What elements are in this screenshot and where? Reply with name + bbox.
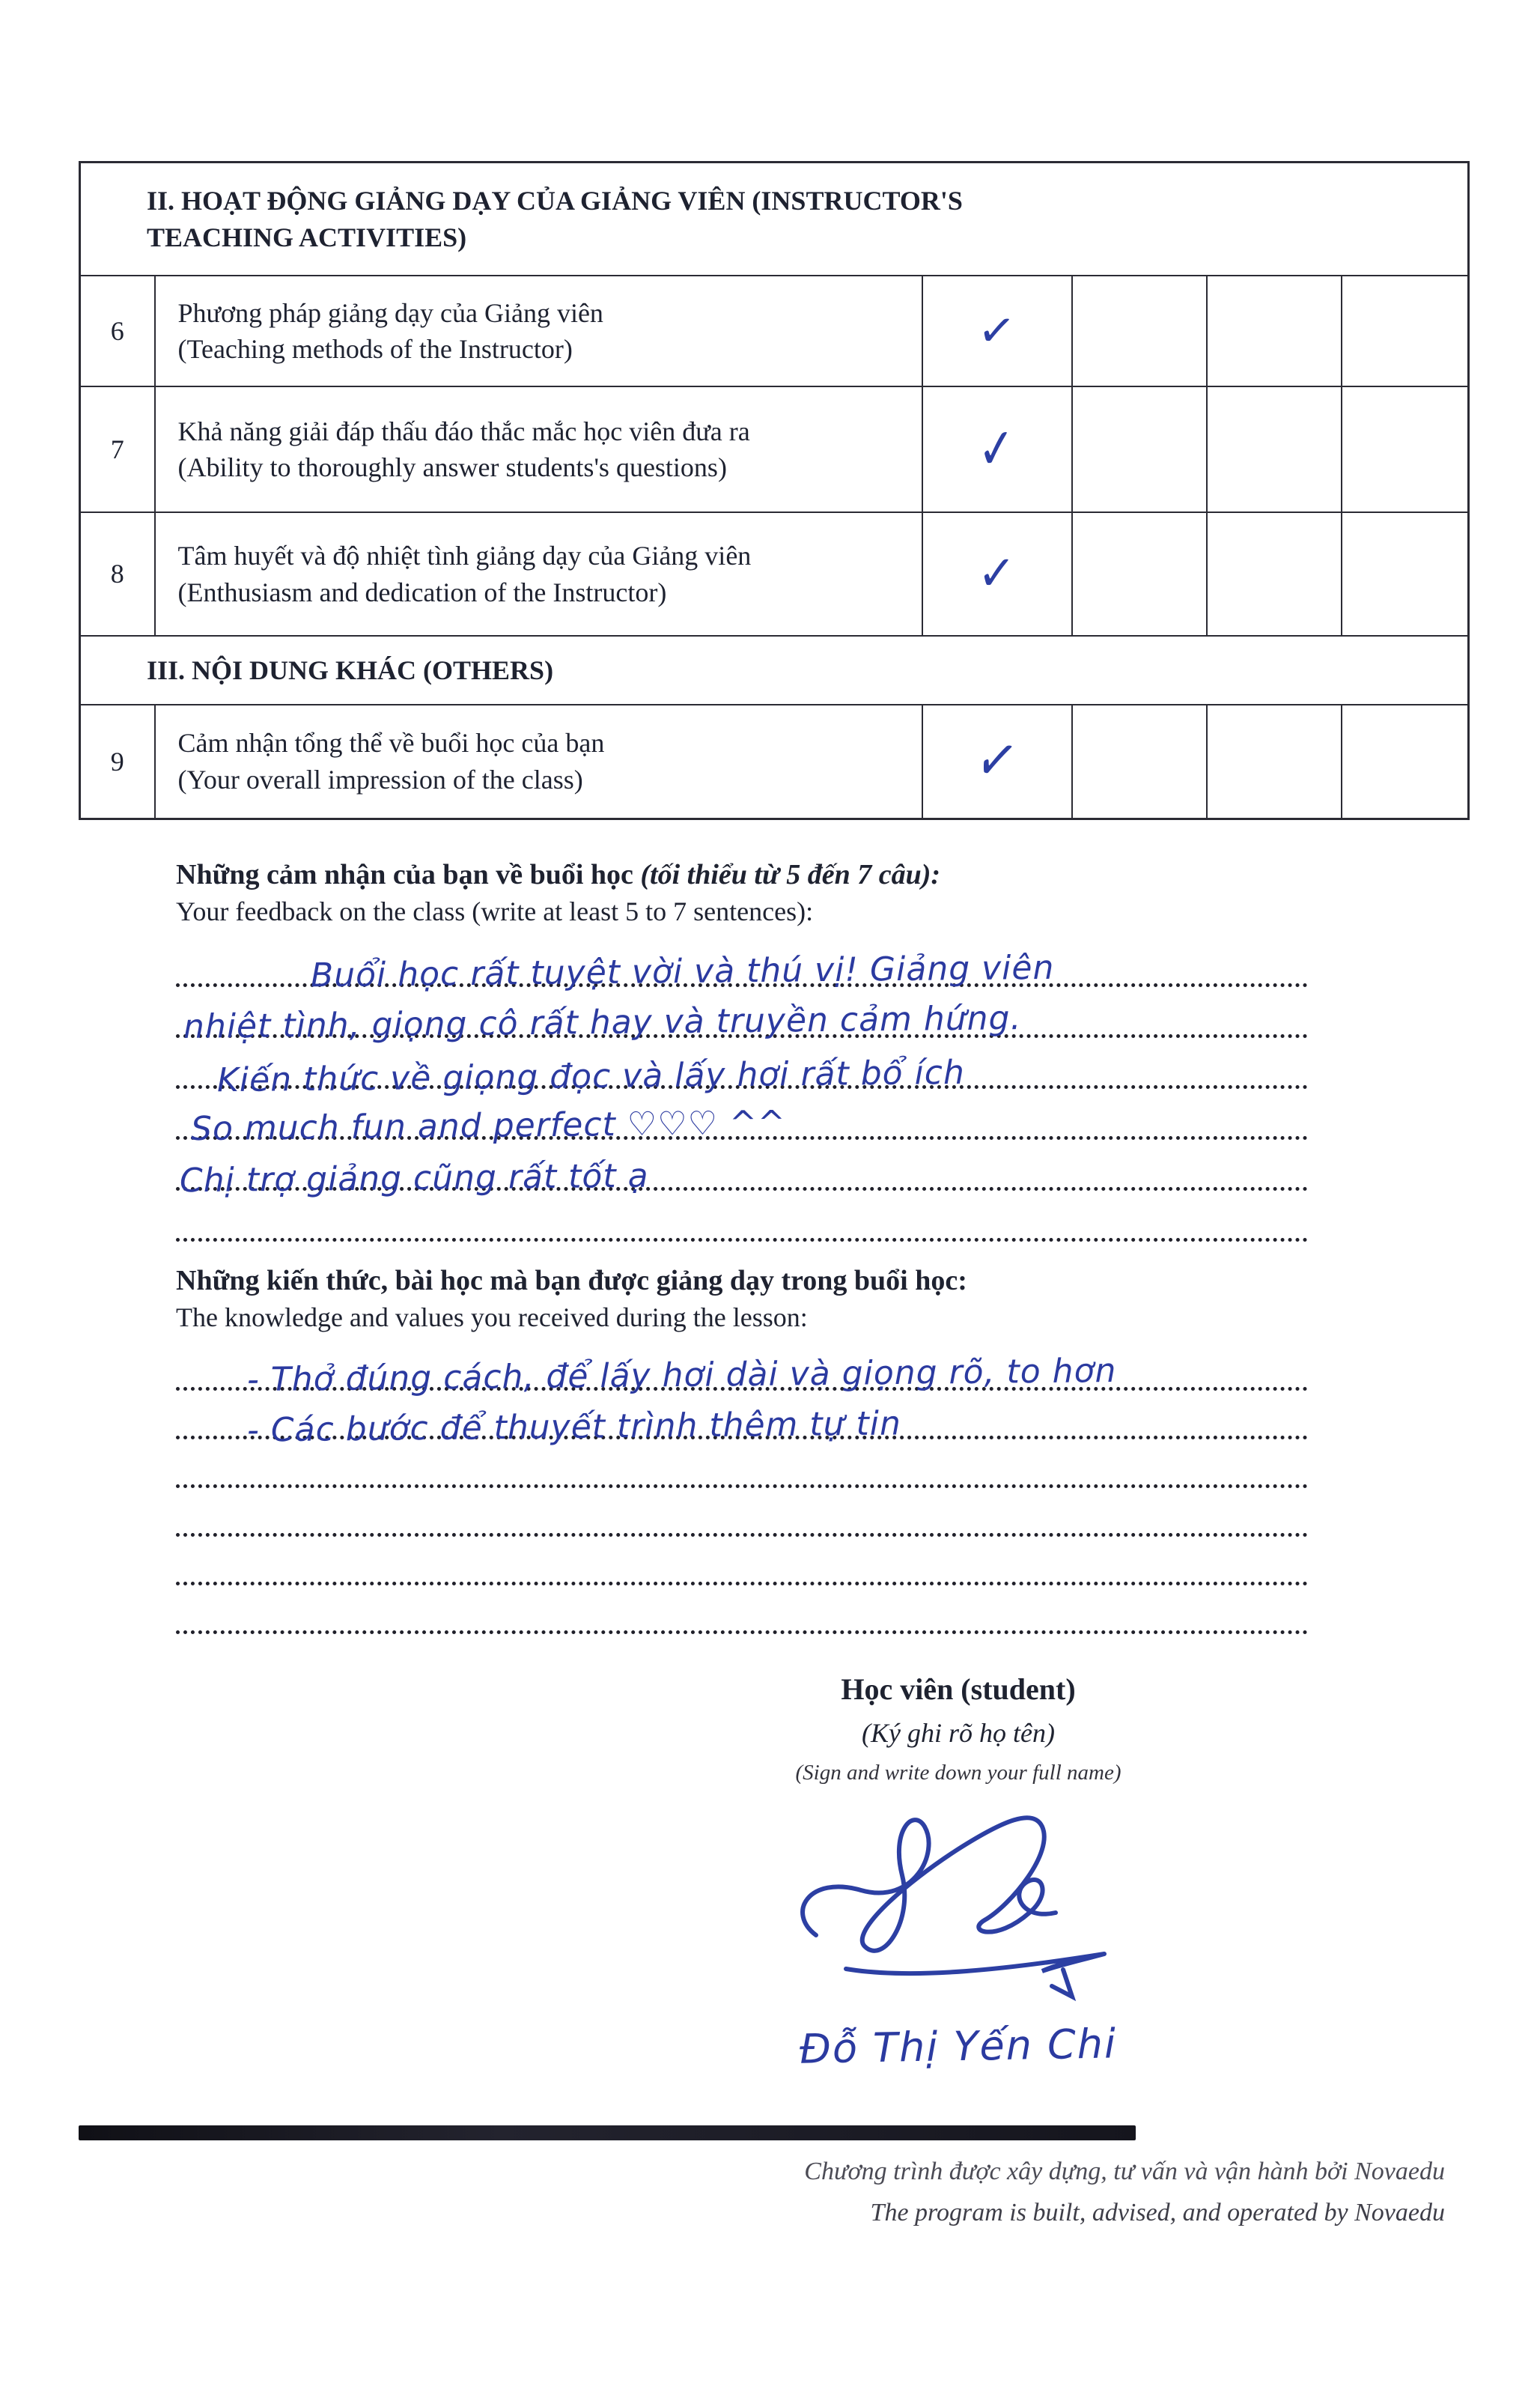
row-description-en: (Ability to thoroughly answer students's questions): [177, 452, 727, 483]
knowledge-lines: [176, 1342, 1308, 1634]
row-description-vi: Cảm nhận tổng thể về buổi học của bạn: [177, 728, 605, 759]
handwritten-text: - Thở đúng cách, để lấy hơi dài và giọng rõ, to hơn: [246, 1351, 1117, 1400]
row-description: [155, 705, 922, 819]
rating-cell-3: [1207, 705, 1342, 819]
dotted-line: [176, 1140, 1308, 1200]
table-row: [80, 512, 1469, 636]
feedback-heading-vi: [176, 858, 1308, 891]
footer-line-en: The program is built, advised, and operated by Novaedu: [870, 2199, 1445, 2227]
dotted-line: [176, 1089, 1308, 1149]
rating-cell-2: [1072, 705, 1207, 819]
rating-cell-3: [1207, 386, 1342, 512]
row-number: 9: [80, 705, 155, 819]
rating-cell-4: [1342, 512, 1469, 636]
handwritten-text: Chị trợ giảng cũng rất tốt ạ: [179, 1156, 649, 1200]
rating-cell-2: [1072, 512, 1207, 636]
feedback-lines: [176, 936, 1308, 1242]
rating-cell-1: [922, 386, 1072, 512]
signature-block: [730, 1672, 1187, 2073]
row-description: [155, 276, 922, 386]
dotted-line: [176, 1342, 1308, 1400]
rating-cell-1: [922, 276, 1072, 386]
dotted-line: [176, 1038, 1308, 1100]
signature-scribble: [764, 1793, 1153, 2018]
dotted-line: [176, 1537, 1308, 1585]
checkmark-icon: ✓: [977, 544, 1017, 604]
knowledge-section: [176, 1264, 1308, 1634]
rating-cell-4: [1342, 386, 1469, 512]
row-description: [155, 386, 922, 512]
table-row: [80, 386, 1469, 512]
section3-title: III. NỘI DUNG KHÁC (OTHERS): [80, 636, 1469, 705]
row-number: 7: [80, 386, 155, 512]
rating-cell-1: [922, 512, 1072, 636]
feedback-heading-vi-text: Những cảm nhận của bạn về buổi học: [176, 859, 641, 890]
handwritten-text: Kiến thức về giọng đọc và lấy hơi rất bổ ích: [216, 1053, 966, 1100]
table-row: [80, 705, 1469, 819]
footer-divider-bar: [79, 2125, 1136, 2140]
row-description-vi: Khả năng giải đáp thấu đáo thắc mắc học viên đưa ra: [177, 416, 750, 446]
handwritten-text: So much fun and perfect ♡♡♡ ^^: [190, 1103, 787, 1149]
signature-subtitle-vi: (Ký ghi rõ họ tên): [862, 1718, 1055, 1748]
row-description-vi: Phương pháp giảng dạy của Giảng viên: [177, 297, 603, 328]
handwritten-text: nhiệt tình, giọng cô rất hay và truyền cảm hứng.: [183, 999, 1022, 1046]
row-description-en: (Teaching methods of the Instructor): [177, 334, 573, 365]
footer: [79, 2151, 1445, 2233]
row-description-en: (Enthusiasm and dedication of the Instructor): [177, 577, 667, 607]
evaluation-table: [79, 161, 1470, 820]
footer-line-vi: Chương trình được xây dựng, tư vấn và vận hành bởi Novaedu: [804, 2158, 1445, 2185]
dotted-line: [176, 1488, 1308, 1537]
row-description-vi: Tâm huyết và độ nhiệt tình giảng dạy của Giảng viên: [177, 541, 752, 571]
checkmark-icon: ✓: [975, 303, 1019, 359]
row-number: 8: [80, 512, 155, 636]
feedback-heading-en: Your feedback on the class (write at least 5 to 7 sentences):: [176, 896, 814, 926]
feedback-section: [176, 858, 1308, 1242]
signature-name: Đỗ Thị Yến Chi: [799, 2020, 1118, 2073]
rating-cell-2: [1072, 386, 1207, 512]
rating-cell-1: [922, 705, 1072, 819]
feedback-heading-vi-paren: (tối thiểu từ 5 đến 7 câu):: [640, 859, 941, 890]
dotted-line: [176, 936, 1308, 995]
section2-title: II. HOẠT ĐỘNG GIẢNG DẠY CỦA GIẢNG VIÊN (INSTRUCTOR'S TEACHING ACTIVITIES): [80, 163, 1469, 276]
dotted-line: [176, 1439, 1308, 1488]
row-description-en: (Your overall impression of the class): [177, 764, 583, 795]
row-number: 6: [80, 276, 155, 386]
rating-cell-4: [1342, 276, 1469, 386]
row-description: [155, 512, 922, 636]
checkmark-icon: ✓: [976, 415, 1017, 483]
rating-cell-4: [1342, 705, 1469, 819]
checkmark-icon: ✓: [970, 722, 1024, 801]
signature-title: Học viên (student): [841, 1672, 1076, 1706]
section2-header-row: [80, 163, 1469, 276]
rating-cell-3: [1207, 512, 1342, 636]
signature-subtitle-en: (Sign and write down your full name): [795, 1761, 1121, 1785]
handwritten-text: Buổi học rất tuyệt vời và thú vị! Giảng viên: [310, 948, 1055, 995]
dotted-line: [176, 1585, 1308, 1634]
dotted-line: [176, 1191, 1308, 1242]
handwritten-text: - Các bước để thuyết trình thêm tự tin: [246, 1404, 902, 1450]
rating-cell-2: [1072, 276, 1207, 386]
dotted-line: [176, 1391, 1308, 1450]
knowledge-heading-en: The knowledge and values you received during the lesson:: [176, 1302, 808, 1332]
table-row: [80, 276, 1469, 386]
dotted-line: [176, 987, 1308, 1046]
rating-cell-3: [1207, 276, 1342, 386]
knowledge-heading-vi: Những kiến thức, bài học mà bạn được giảng dạy trong buổi học:: [176, 1265, 967, 1296]
section3-header-row: [80, 636, 1469, 705]
